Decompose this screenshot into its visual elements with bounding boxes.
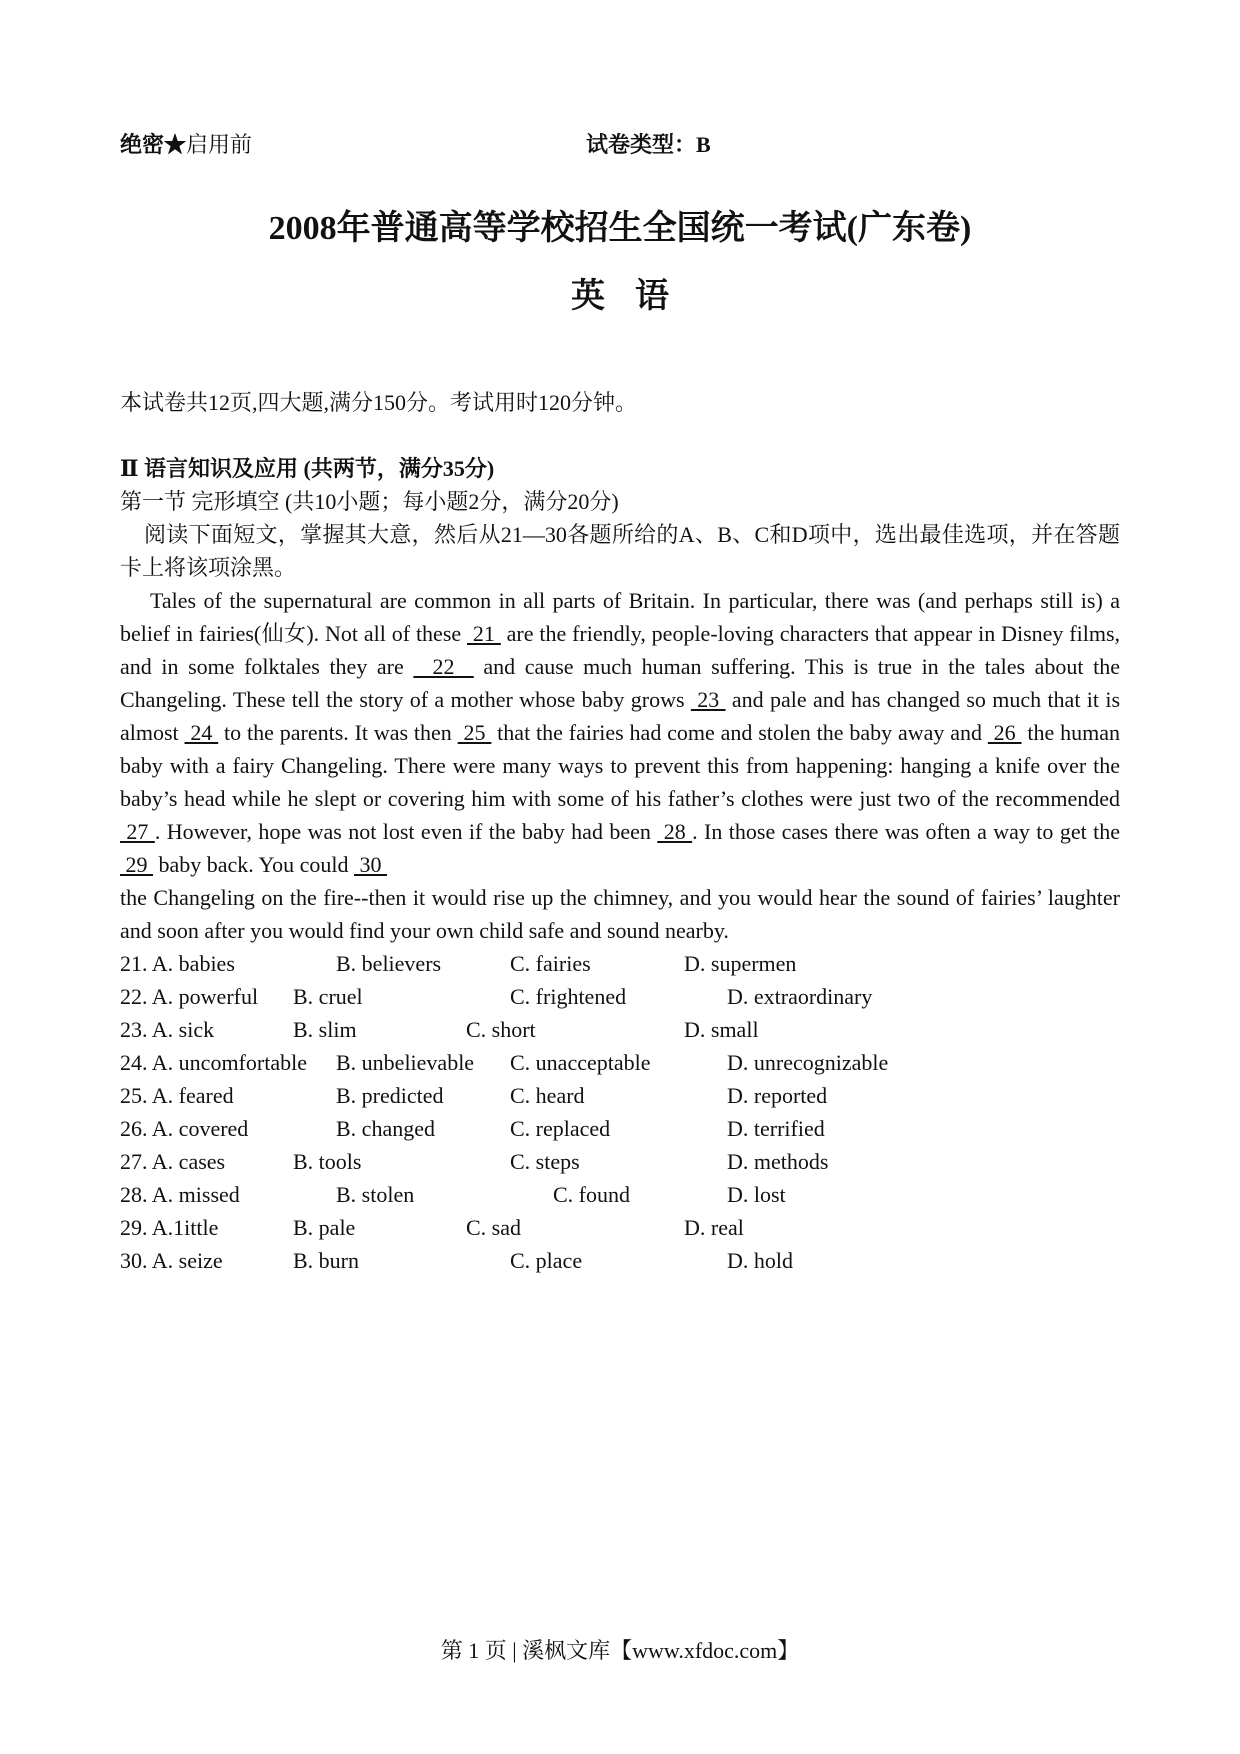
- option-b: B. predicted: [336, 1083, 444, 1108]
- blank-24: 24: [184, 720, 219, 745]
- exam-intro: 本试卷共12页,四大题,满分150分。考试用时120分钟。: [120, 390, 638, 415]
- option-b: B. slim: [293, 1017, 357, 1042]
- subject-title: 英语: [571, 278, 699, 315]
- option-c: C. short: [466, 1017, 536, 1042]
- passage-text: are the friendly, people-loving characters that appear in Disney films, and in some folktales they are: [120, 621, 1121, 679]
- option-a: 27. A. cases: [120, 1149, 226, 1174]
- option-c: C. heard: [510, 1083, 585, 1108]
- option-b: B. pale: [293, 1215, 356, 1240]
- option-d: D. methods: [727, 1149, 829, 1174]
- option-a: 25. A. feared: [120, 1083, 234, 1108]
- option-row-29: [120, 1211, 1120, 1244]
- option-b: B. unbelievable: [336, 1050, 475, 1075]
- option-a: 23. A. sick: [120, 1017, 215, 1042]
- blank-27: 27: [120, 819, 155, 844]
- option-row-24: [120, 1046, 1120, 1079]
- secrecy-label-rest: 启用前: [186, 132, 253, 157]
- option-d: D. supermen: [684, 951, 797, 976]
- passage-text: baby back. You could: [153, 852, 355, 877]
- passage-text: and pale and has changed so much that it is almost: [120, 687, 1120, 745]
- option-b: B. tools: [293, 1149, 362, 1174]
- blank-21: 21: [467, 621, 501, 646]
- option-b: B. cruel: [293, 984, 363, 1009]
- option-c: C. place: [510, 1248, 583, 1273]
- passage-text: to the parents. It was then: [218, 720, 458, 745]
- option-d: D. real: [684, 1215, 744, 1240]
- passage-ending: the Changeling on the fire--then it would rise up the chimney, and you would hear the sound of fairies’ laughter and soon after you would find your own child safe and sound nearby.: [120, 885, 1120, 943]
- passage-text: that the fairies had come and stolen the baby away and: [491, 720, 988, 745]
- option-d: D. terrified: [727, 1116, 825, 1141]
- option-row-27: [120, 1145, 1120, 1178]
- option-b: B. stolen: [336, 1182, 415, 1207]
- option-b: B. believers: [336, 951, 442, 976]
- option-row-21: [120, 947, 1120, 980]
- option-a: 29. A.1ittle: [120, 1215, 219, 1240]
- passage-text: the human baby with a fairy Changeling. There were many ways to prevent this from happening: hanging a knife over the baby’s head while he slept or covering him with some of his father’s clothes were just two of the recommended: [120, 720, 1120, 811]
- option-row-22: [120, 980, 1120, 1013]
- option-a: 26. A. covered: [120, 1116, 249, 1141]
- option-a: 24. A. uncomfortable: [120, 1050, 307, 1075]
- option-b: B. changed: [336, 1116, 435, 1141]
- cloze-section: [120, 452, 1120, 1277]
- blank-23: 23: [690, 687, 726, 712]
- blank-22: 22: [413, 654, 474, 679]
- secrecy-label-bold: 绝密★: [120, 132, 187, 157]
- paper-type-label: 试卷类型：B: [586, 132, 711, 157]
- option-c: C. found: [553, 1182, 630, 1207]
- option-d: D. lost: [727, 1182, 786, 1207]
- option-b: B. burn: [293, 1248, 359, 1273]
- option-row-28: [120, 1178, 1120, 1211]
- option-d: D. small: [684, 1017, 759, 1042]
- option-row-30: [120, 1244, 1120, 1277]
- option-c: C. replaced: [510, 1116, 611, 1141]
- section-subheading: 第一节 完形填空 (共10小题；每小题2分，满分20分): [120, 489, 619, 514]
- option-list: [120, 947, 1120, 1277]
- passage-text: Tales of the supernatural are common in all parts of Britain. In particular, there was (and perhaps still is) a belief in fairies(仙女). Not all of these: [120, 588, 1120, 646]
- option-c: C. sad: [466, 1215, 521, 1240]
- blank-25: 25: [457, 720, 492, 745]
- option-d: D. hold: [727, 1248, 793, 1273]
- blank-28: 28: [657, 819, 693, 844]
- blank-30: 30: [354, 852, 388, 877]
- header-row: [120, 128, 1120, 158]
- section-heading: Ⅱ 语言知识及应用 (共两节，满分35分): [120, 456, 495, 481]
- passage-text: and cause much human suffering. This is true in the tales about the Changeling. These tell the story of a mother whose baby grows: [120, 654, 1121, 712]
- option-c: C. frightened: [510, 984, 627, 1009]
- page-footer: 第 1 页 | 溪枫文库【www.xfdoc.com】: [440, 1638, 800, 1663]
- option-c: C. steps: [510, 1149, 580, 1174]
- option-c: C. unacceptable: [510, 1050, 651, 1075]
- section-instruction: 阅读下面短文，掌握其大意，然后从21—30各题所给的A、B、C和D项中，选出最佳选项，并在答题卡上将该项涂黑。: [120, 522, 1120, 580]
- option-row-26: [120, 1112, 1120, 1145]
- passage-paragraph: [120, 584, 1120, 881]
- option-c: C. fairies: [510, 951, 591, 976]
- blank-26: 26: [987, 720, 1022, 745]
- exam-title: 2008年普通高等学校招生全国统一考试(广东卷): [268, 210, 972, 247]
- secrecy-label: [120, 128, 252, 159]
- option-a: 28. A. missed: [120, 1182, 240, 1207]
- option-row-25: [120, 1079, 1120, 1112]
- option-d: D. extraordinary: [727, 984, 873, 1009]
- passage-text: . However, hope was not lost even if the baby had been: [154, 819, 658, 844]
- option-a: 21. A. babies: [120, 951, 235, 976]
- option-d: D. reported: [727, 1083, 828, 1108]
- option-a: 30. A. seize: [120, 1248, 223, 1273]
- option-a: 22. A. powerful: [120, 984, 259, 1009]
- option-d: D. unrecognizable: [727, 1050, 889, 1075]
- blank-29: 29: [120, 852, 153, 877]
- passage-text: . In those cases there was often a way to get the: [692, 819, 1121, 844]
- option-row-23: [120, 1013, 1120, 1046]
